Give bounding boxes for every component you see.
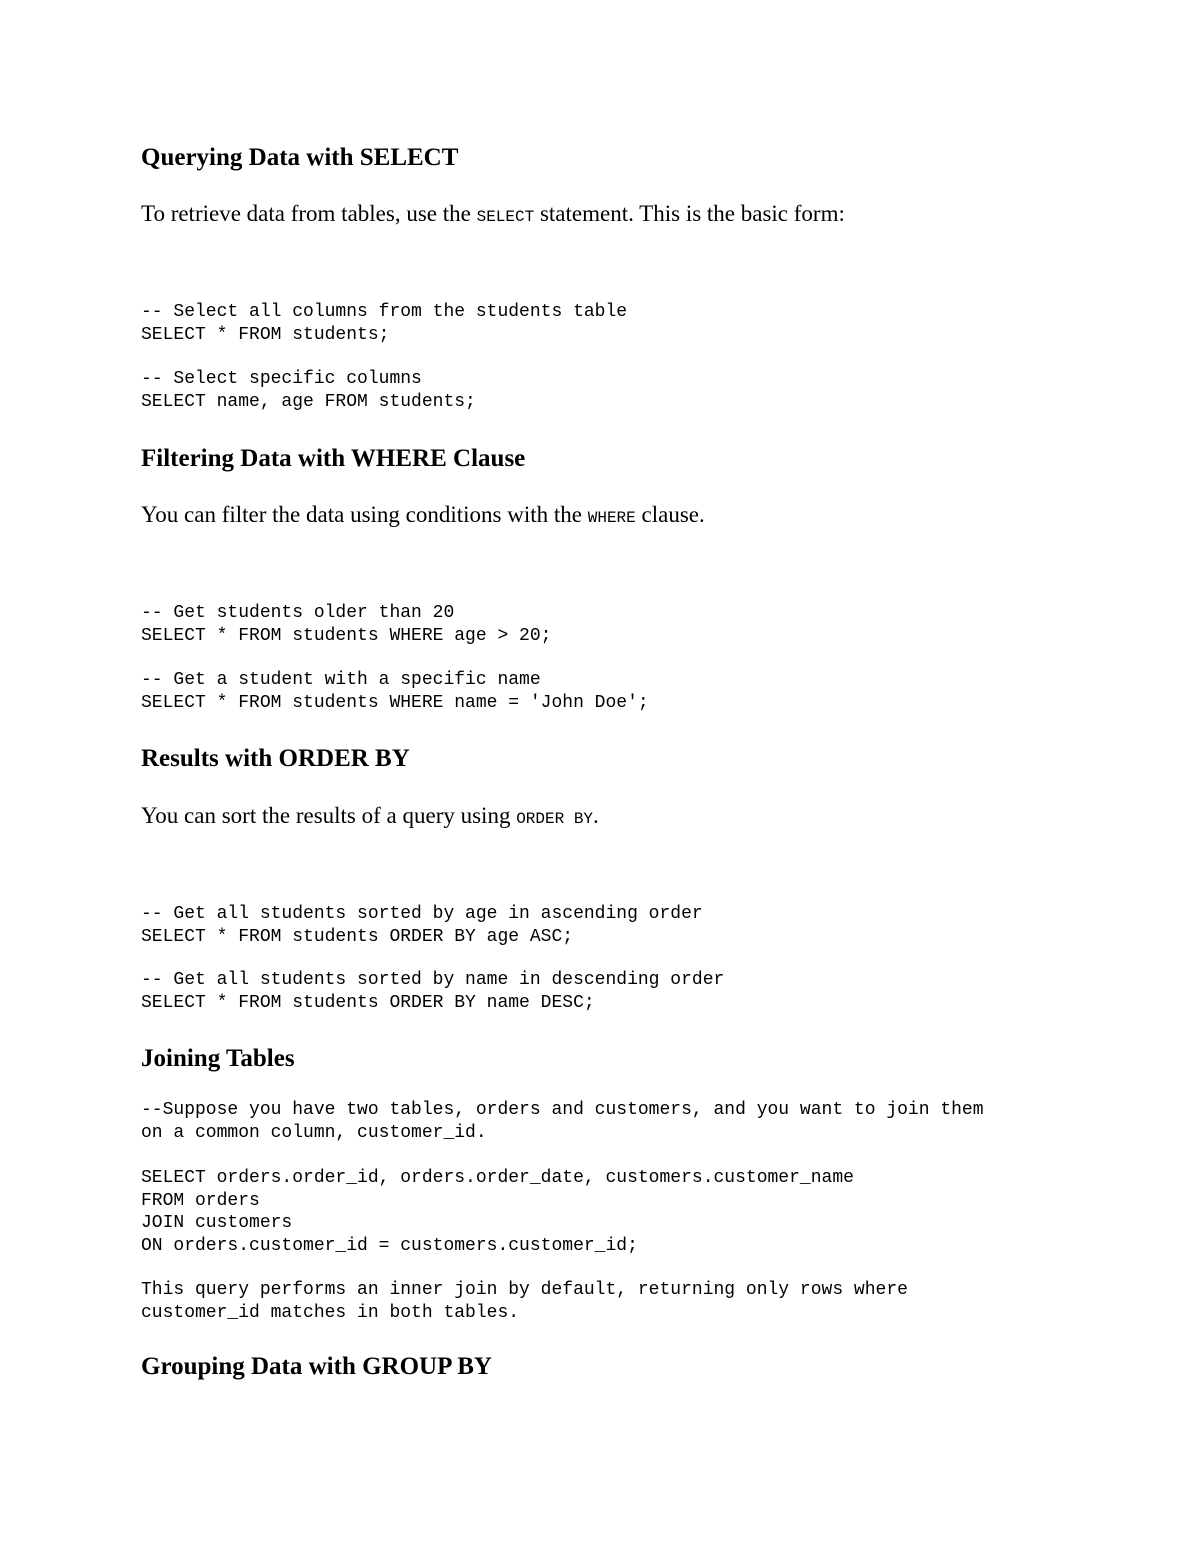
select-intro-text-before: To retrieve data from tables, use the <box>141 201 477 226</box>
where-intro-text-before: You can filter the data using conditions with the <box>141 502 588 527</box>
joining-comment-block: --Suppose you have two tables, orders and customers, and you want to join them on a common column, customer_id. <box>141 1100 984 1143</box>
section-heading-joining: Joining Tables <box>141 1045 295 1072</box>
select-intro-paragraph <box>141 199 845 232</box>
select-code-block-specific-columns: -- Select specific columns SELECT name, age FROM students; <box>141 369 476 412</box>
section-heading-group-by: Grouping Data with GROUP BY <box>141 1353 492 1380</box>
where-intro-paragraph <box>141 500 705 533</box>
select-intro-text-after: statement. This is the basic form: <box>534 201 845 226</box>
where-intro-keyword: WHERE <box>587 509 636 527</box>
order-by-code-block-descending: -- Get all students sorted by name in descending order SELECT * FROM students ORDER BY name DESC; <box>141 970 725 1013</box>
where-code-block-older-than: -- Get students older than 20 SELECT * FROM students WHERE age > 20; <box>141 603 552 646</box>
where-intro-text-after: clause. <box>635 502 705 527</box>
select-code-block-all-columns: -- Select all columns from the students table SELECT * FROM students; <box>141 302 628 345</box>
joining-note-block: This query performs an inner join by default, returning only rows where customer_id matches in both tables. <box>141 1280 908 1323</box>
select-intro-keyword: SELECT <box>476 208 535 226</box>
order-by-code-block-ascending: -- Get all students sorted by age in ascending order SELECT * FROM students ORDER BY age ASC; <box>141 904 703 947</box>
order-by-intro-text-after: . <box>593 803 599 828</box>
section-heading-order-by: Results with ORDER BY <box>141 745 410 772</box>
section-heading-select: Querying Data with SELECT <box>141 144 459 171</box>
order-by-intro-paragraph <box>141 801 599 834</box>
order-by-intro-text-before: You can sort the results of a query using <box>141 803 517 828</box>
where-code-block-specific-name: -- Get a student with a specific name SELECT * FROM students WHERE name = 'John Doe'; <box>141 670 649 713</box>
order-by-intro-keyword: ORDER BY <box>516 810 594 828</box>
section-heading-where: Filtering Data with WHERE Clause <box>141 445 526 472</box>
joining-query-code-block: SELECT orders.order_id, orders.order_date, customers.customer_name FROM orders JOIN customers ON orders.customer_id = customers.customer_id; <box>141 1168 854 1256</box>
